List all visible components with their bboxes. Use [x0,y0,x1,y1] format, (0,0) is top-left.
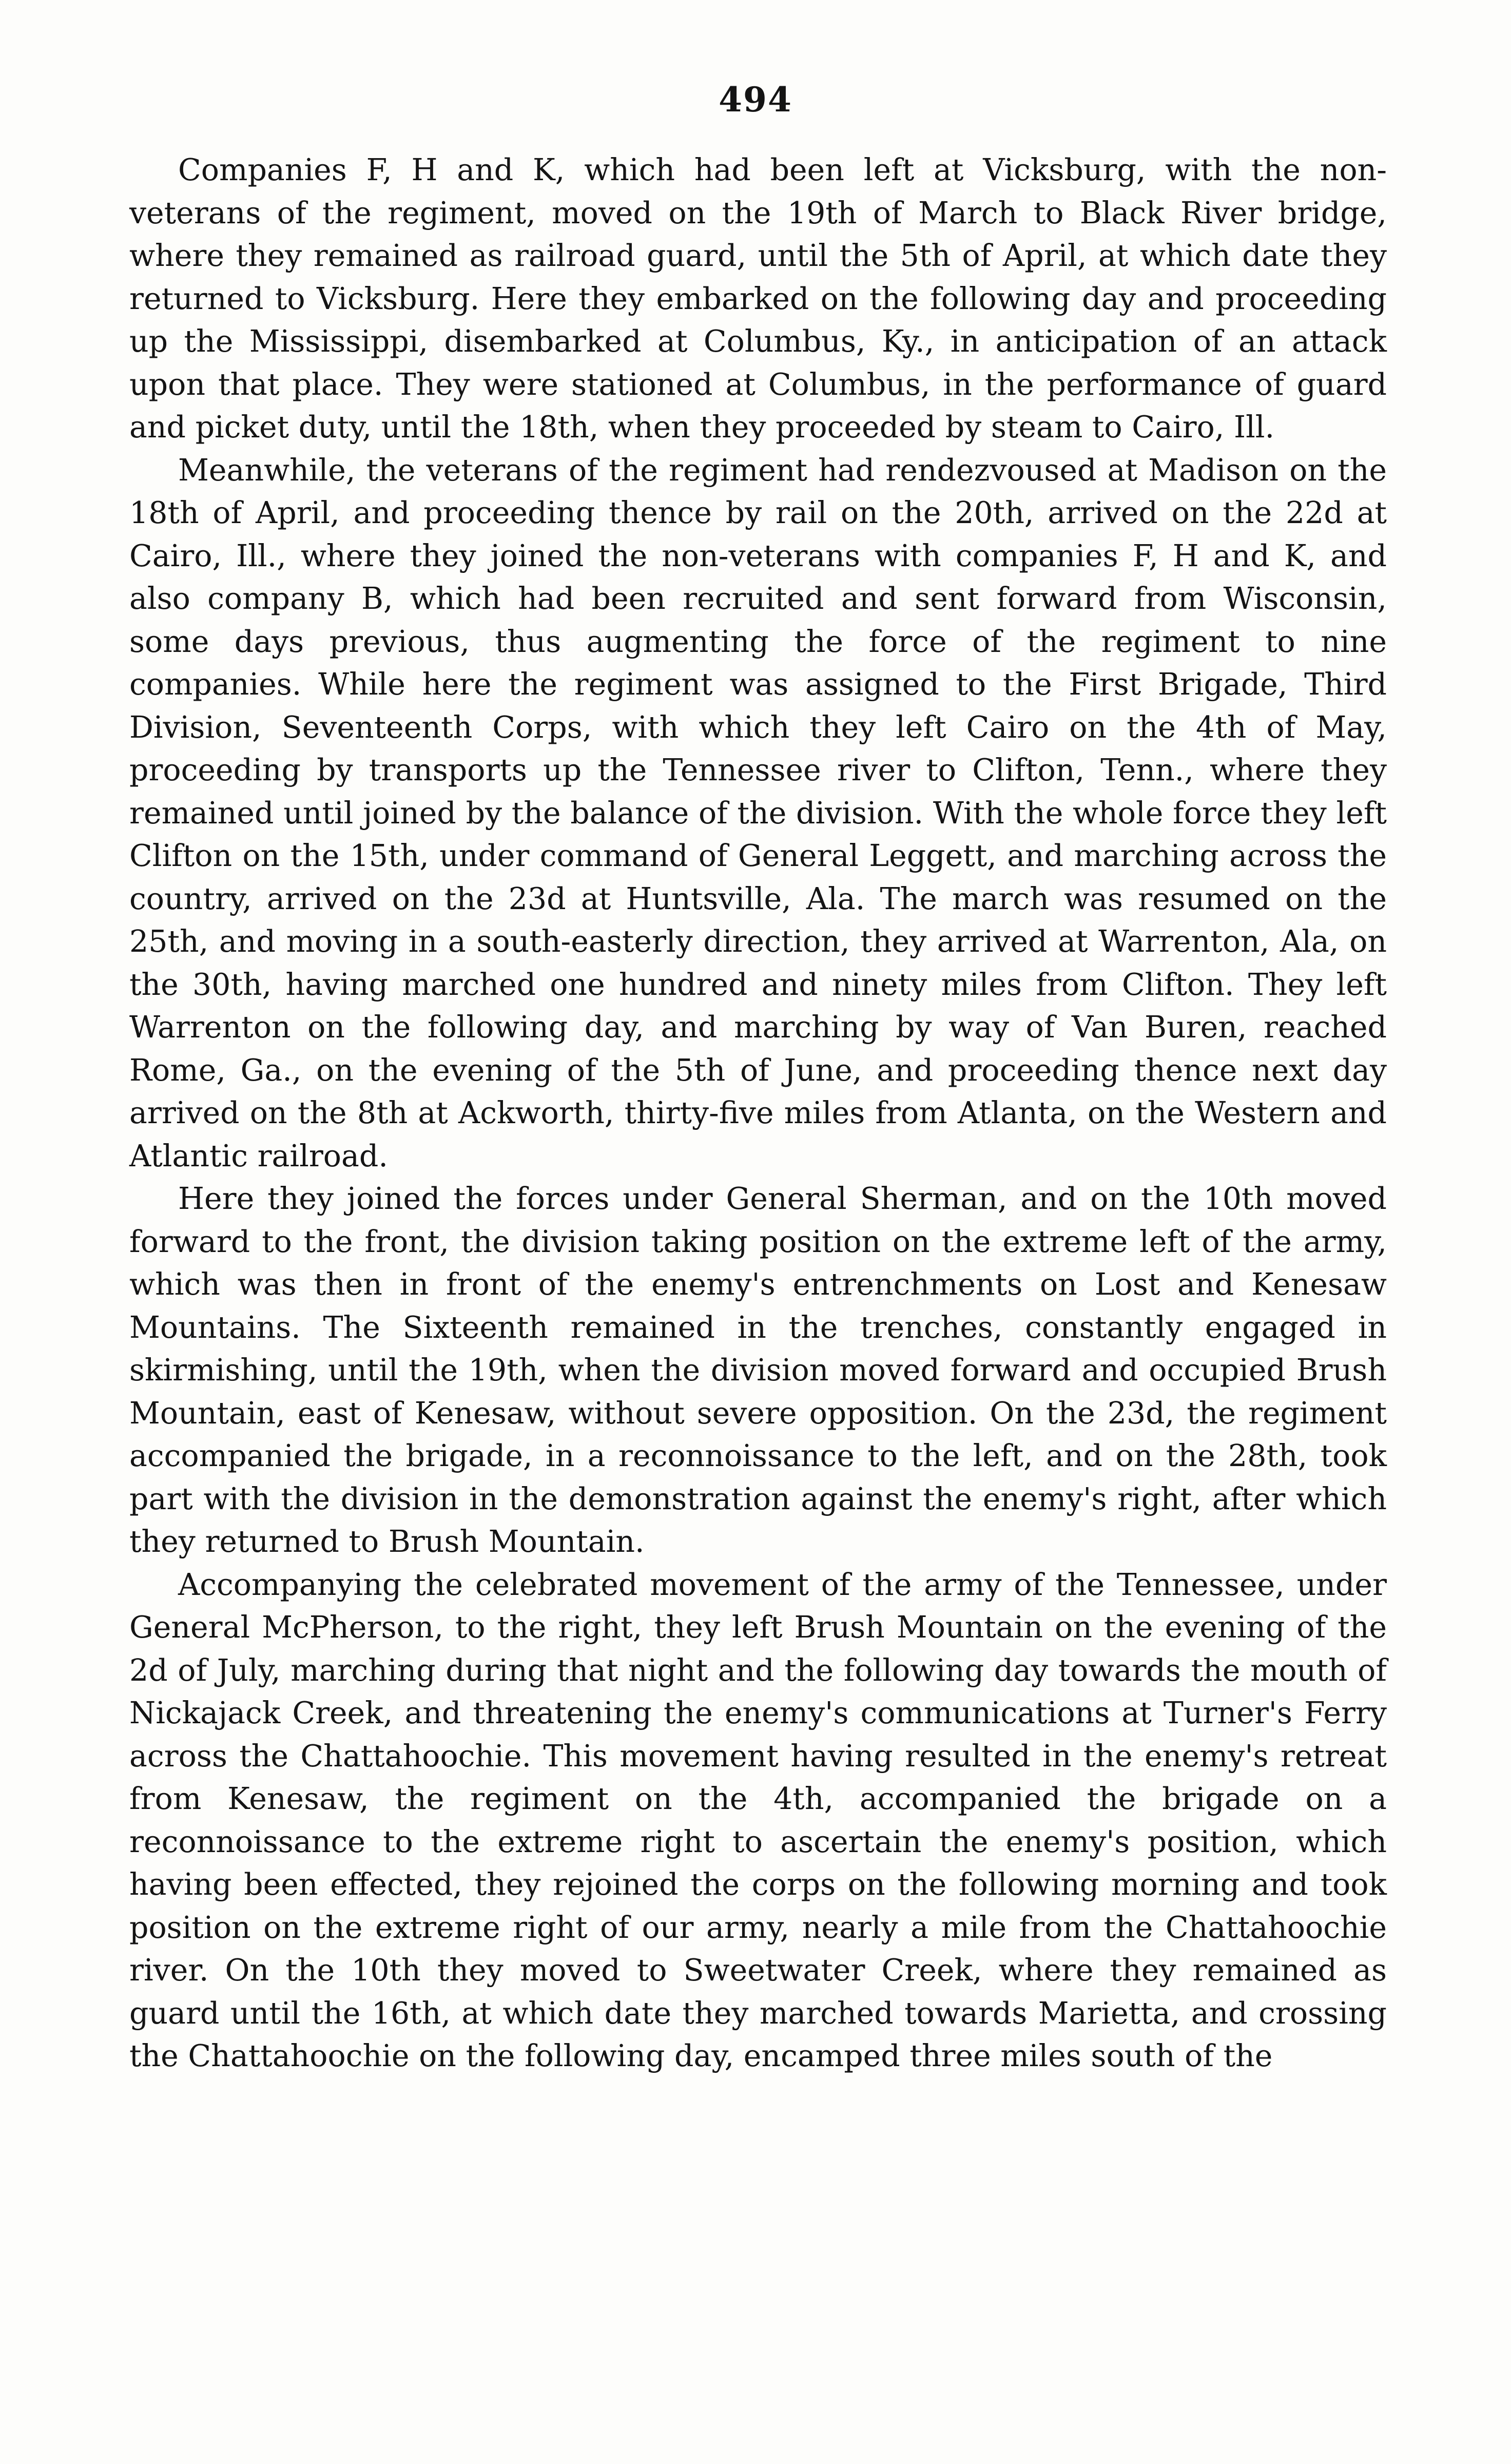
page-number: 494 [719,80,792,120]
paragraph: Companies F, H and K, which had been left at Vicksburg, with the non-veterans of the regiment, moved on the 19th of March to Black River bridge, where they remained as railroad guard, until the 5th of April, at which date they returned to Vicksburg. Here they embarked on the following day and proceeding up the Mississippi, disembarked at Columbus, Ky., in anticipation of an attack upon that place. They were stationed at Columbus, in the performance of guard and picket duty, until the 18th, when they proceeded by steam to Cairo, Ill. [129,152,1387,445]
body-text [129,149,1387,2078]
paragraph: Meanwhile, the veterans of the regiment had rendezvoused at Madison on the 18th of April, and proceeding thence by rail on the 20th, arrived on the 22d at Cairo, Ill., where they joined the non-veterans with companies F, H and K, and also company B, which had been recruited and sent forward from Wisconsin, some days previous, thus augmenting the force of the regiment to nine companies. While here the regiment was assigned to the First Brigade, Third Division, Seventeenth Corps, with which they left Cairo on the 4th of May, proceeding by transports up the Tennessee river to Clifton, Tenn., where they remained until joined by the balance of the division. With the whole force they left Clifton on the 15th, under command of General Leggett, and marching across the country, arrived on the 23d at Huntsville, Ala. The march was resumed on the 25th, and moving in a south-easterly direction, they arrived at Warrenton, Ala, on the 30th, having marched one hundred and ninety miles from Clifton. They left Warrenton on the following day, and marching by way of Van Buren, reached Rome, Ga., on the evening of the 5th of June, and proceeding thence next day arrived on the 8th at Ackworth, thirty-five miles from Atlanta, on the Western and Atlantic railroad. [129,452,1387,1173]
paragraph: Here they joined the forces under General Sherman, and on the 10th moved forward to the front, the division taking position on the extreme left of the army, which was then in front of the enemy's entrenchments on Lost and Kenesaw Mountains. The Sixteenth remained in the trenches, constantly engaged in skirmishing, until the 19th, when the division moved forward and occupied Brush Mountain, east of Kenesaw, without severe opposition. On the 23d, the regiment accompanied the brigade, in a reconnoissance to the left, and on the 28th, took part with the division in the demonstration against the enemy's right, after which they returned to Brush Mountain. [129,1181,1387,1559]
paragraph: Accompanying the celebrated movement of the army of the Tennessee, under General McPherson, to the right, they left Brush Mountain on the evening of the 2d of July, marching during that night and the following day towards the mouth of Nickajack Creek, and threatening the enemy's communications at Turner's Ferry across the Chattahoochie. This movement having resulted in the enemy's retreat from Kenesaw, the regiment on the 4th, accompanied the brigade on a reconnoissance to the extreme right to ascertain the enemy's position, which having been effected, they rejoined the corps on the following morning and took position on the extreme right of our army, nearly a mile from the Chattahoochie river. On the 10th they moved to Sweetwater Creek, where they remained as guard until the 16th, at which date they marched towards Marietta, and crossing the Chattahoochie on the following day, encamped three miles south of the [129,1567,1387,2073]
